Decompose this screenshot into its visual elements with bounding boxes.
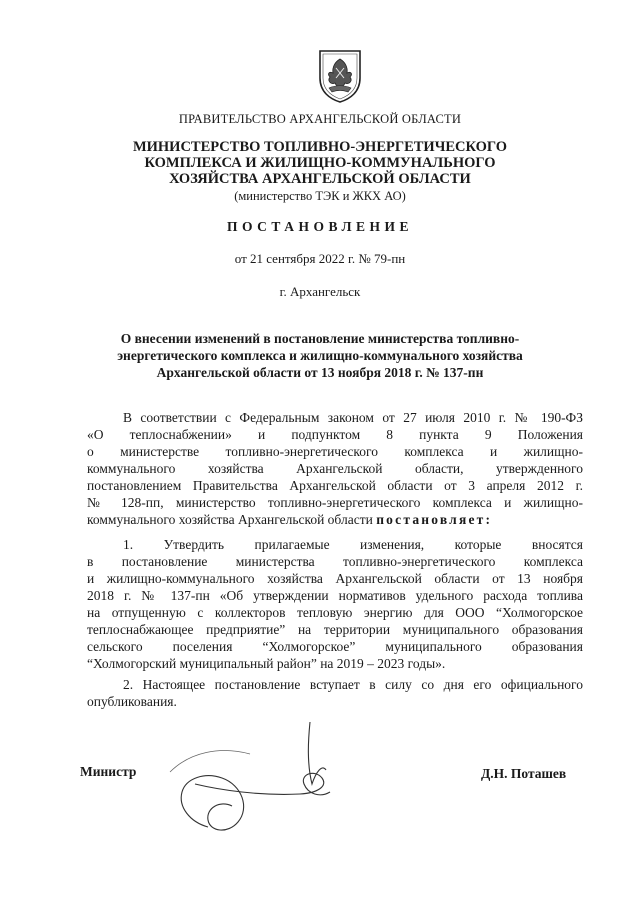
paragraph-line: в постановление министерства топливно-энергетического комплекса [87,554,583,569]
document-date-number: от 21 сентября 2022 г. № 79-пн [234,251,406,266]
signatory-name: Д.Н. Поташев [481,766,567,781]
ministry-name [0,139,640,187]
ministry-name-line: МИНИСТЕРСТВО ТОПЛИВНО-ЭНЕРГЕТИЧЕСКОГО [132,139,508,155]
paragraph-line-text: коммунального хозяйства Архангельской области [87,512,377,527]
paragraph-line: коммунального хозяйства Архангельской области, утвержденного [87,461,583,476]
document-title [0,330,640,381]
document-title-line: Архангельской области от 13 ноября 2018 г. № 137-пн [156,365,484,380]
paragraph-line: В соответствии с Федеральным законом от 27 июля 2010 г. № 190-ФЗ [123,410,583,425]
paragraph-line: “Холмогорский муниципальный район” на 2019 – 2023 годы». [87,656,446,671]
paragraph-line: опубликования. [87,694,177,709]
paragraph-line: на отпущенную с коллекторов тепловую энергию для ООО “Холмогорское [87,605,583,620]
ministry-short-name: (министерство ТЭК и ЖКХ АО) [234,189,406,203]
paragraph-line [87,511,583,528]
document-title-line: О внесении изменений в постановление министерства топливно- [120,331,520,346]
government-name: ПРАВИТЕЛЬСТВО АРХАНГЕЛЬСКОЙ ОБЛАСТИ [178,112,462,126]
paragraph-line: теплоснабжающее предприятие” на территории муниципального образования [87,622,583,637]
signatory-position: Министр [80,764,137,779]
paragraph-item-1 [87,536,583,672]
paragraph-line: и жилищно-коммунального хозяйства Архангельской области от 13 ноября [87,571,583,586]
paragraph-line: постановлением Правительства Архангельской области от 3 апреля 2012 г. [87,478,583,493]
paragraph-line: 1. Утвердить прилагаемые изменения, которые вносятся [123,537,583,552]
ministry-name-line: КОМПЛЕКСА И ЖИЛИЩНО-КОММУНАЛЬНОГО [144,155,496,171]
paragraph-line: 2. Настоящее постановление вступает в силу со дня его официального [123,677,583,692]
coat-of-arms-icon [317,48,363,104]
paragraph-preamble [87,409,583,528]
resolves-word: постановляет: [376,512,493,527]
ministry-name-line: ХОЗЯЙСТВА АРХАНГЕЛЬСКОЙ ОБЛАСТИ [169,171,471,187]
paragraph-line: № 128-пп, министерство топливно-энергетического комплекса и жилищно- [87,495,583,510]
document-title-line: энергетического комплекса и жилищно-коммунального хозяйства [117,348,523,363]
document-city: г. Архангельск [279,284,361,299]
paragraph-line: сельского поселения “Холмогорское” муниципального образования [87,639,583,654]
paragraph-line: о министерстве топливно-энергетического комплекса и жилищно- [87,444,583,459]
handwritten-signature [150,712,350,862]
paragraph-line: «О теплоснабжении» и подпунктом 8 пункта 9 Положения [87,427,583,442]
document-type: ПОСТАНОВЛЕНИЕ [226,219,414,234]
paragraph-line: 2018 г. № 137-пн «Об утверждении нормативов удельного расхода топлива [87,588,583,603]
paragraph-item-2 [87,676,583,710]
